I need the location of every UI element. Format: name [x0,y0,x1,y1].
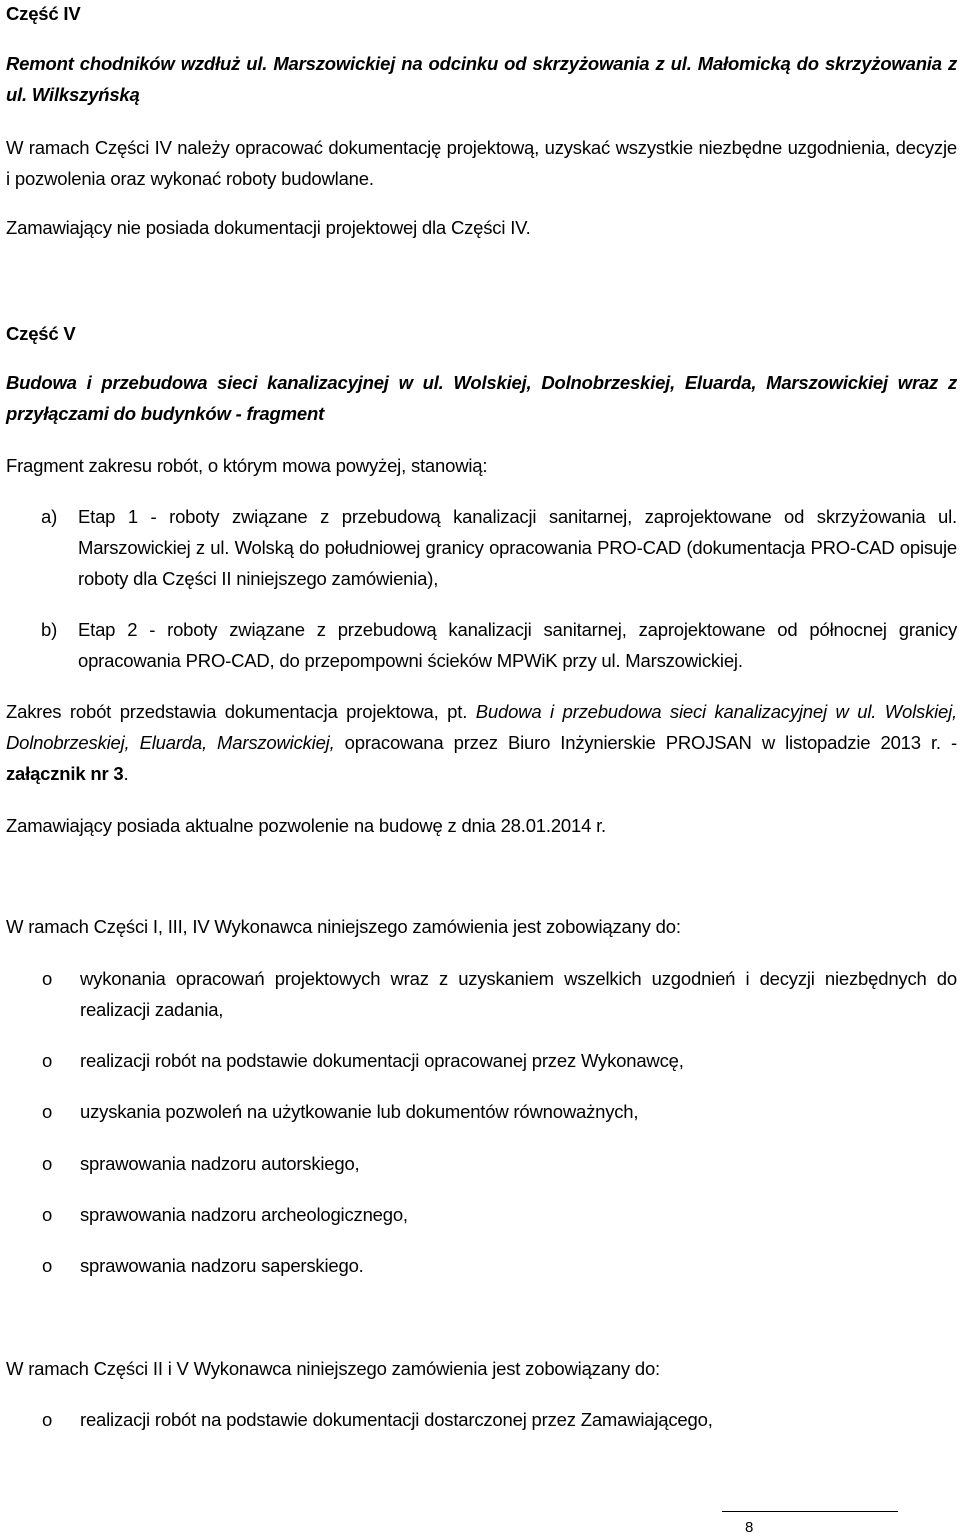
bullet-icon: o [42,1409,53,1430]
scope-paragraph [6,696,957,789]
bullet-icon: o [42,968,53,989]
stage-2-text: Etap 2 - roboty związane z przebudową kanalizacji sanitarnej, zaprojektowane od północnej granicy opracowania PRO-CAD, do przepompowni ścieków MPWiK przy ul. Marszowickiej. [78,619,957,671]
part4-no-documentation-note: Zamawiający nie posiada dokumentacji projektowej dla Części IV. [6,217,531,238]
part4-paragraph: W ramach Części IV należy opracować dokumentację projektową, uzyskać wszystkie niezbędne uzgodnienia, decyzje i pozwolenia oraz wykonać roboty budowlane. [6,137,957,189]
part5-heading: Część V [6,323,76,344]
part5-title: Budowa i przebudowa sieci kanalizacyjnej w ul. Wolskiej, Dolnobrzeskiej, Eluarda, Marszowickiej wraz z przyłączami do budynków - fragment [6,372,957,424]
list-item-text: wykonania opracowań projektowych wraz z uzyskaniem wszelkich uzgodnień i decyzji niezbędnych do realizacji zadania, [80,968,957,1020]
bullet-icon: o [42,1255,53,1276]
bullet-icon: o [42,1050,53,1071]
list-item [6,1045,957,1076]
part5-intro: Fragment zakresu robót, o którym mowa powyżej, stanowią: [6,455,488,476]
scope-text-pre: Zakres robót przedstawia dokumentacja projektowa, pt. [6,701,468,722]
list-item-text: uzyskania pozwoleń na użytkowanie lub dokumentów równoważnych, [80,1101,639,1122]
list-item [6,1148,957,1179]
documentation-title: Budowa i przebudowa sieci kanalizacyjnej w ul. Wolskiej, Dolnobrzeskiej, Eluarda, Marszowickiej, [6,701,957,753]
stage-1-text: Etap 1 - roboty związane z przebudową kanalizacji sanitarnej, zaprojektowane od skrzyżowania ul. Marszowickiej z ul. Wolską do południowej granicy opracowania PRO-CAD (dokumentacja PRO-CAD opisuje roboty dla Części II niniejszego zamówienia), [78,506,957,589]
obligations-2-5-intro: W ramach Części II i V Wykonawca niniejszego zamówienia jest zobowiązany do: [6,1358,660,1379]
list-item [6,1404,957,1435]
list-item-text: sprawowania nadzoru autorskiego, [80,1153,360,1174]
obligations-1-3-4-intro: W ramach Części I, III, IV Wykonawca niniejszego zamówienia jest zobowiązany do: [6,916,681,937]
list-item-text: realizacji robót na podstawie dokumentacji dostarczonej przez Zamawiającego, [80,1409,713,1430]
footer-divider [722,1511,898,1512]
list-item [6,1199,957,1230]
list-item-text: realizacji robót na podstawie dokumentacji opracowanej przez Wykonawcę, [80,1050,684,1071]
page-number: 8 [745,1519,754,1536]
part4-heading: Część IV [6,3,81,24]
scope-text-mid: opracowana przez Biuro Inżynierskie PROJSAN w listopadzie 2013 r. - [344,732,957,753]
part4-title: Remont chodników wzdłuż ul. Marszowickiej na odcinku od skrzyżowania z ul. Małomicką do skrzyżowania z ul. Wilkszyńską [6,53,957,105]
annex-reference: załącznik nr 3 [6,763,124,784]
list-marker: b) [41,619,58,640]
scope-text-end: . [123,763,129,784]
building-permit-note: Zamawiający posiada aktualne pozwolenie na budowę z dnia 28.01.2014 r. [6,815,606,836]
stage-list-item [6,614,957,676]
list-item [6,1096,957,1127]
bullet-icon: o [42,1204,53,1225]
list-item-text: sprawowania nadzoru saperskiego. [80,1255,364,1276]
list-item [6,963,957,1025]
list-item [6,1250,957,1281]
bullet-icon: o [42,1101,53,1122]
bullet-icon: o [42,1153,53,1174]
list-marker: a) [41,506,58,527]
stage-list-item [6,501,957,594]
list-item-text: sprawowania nadzoru archeologicznego, [80,1204,408,1225]
